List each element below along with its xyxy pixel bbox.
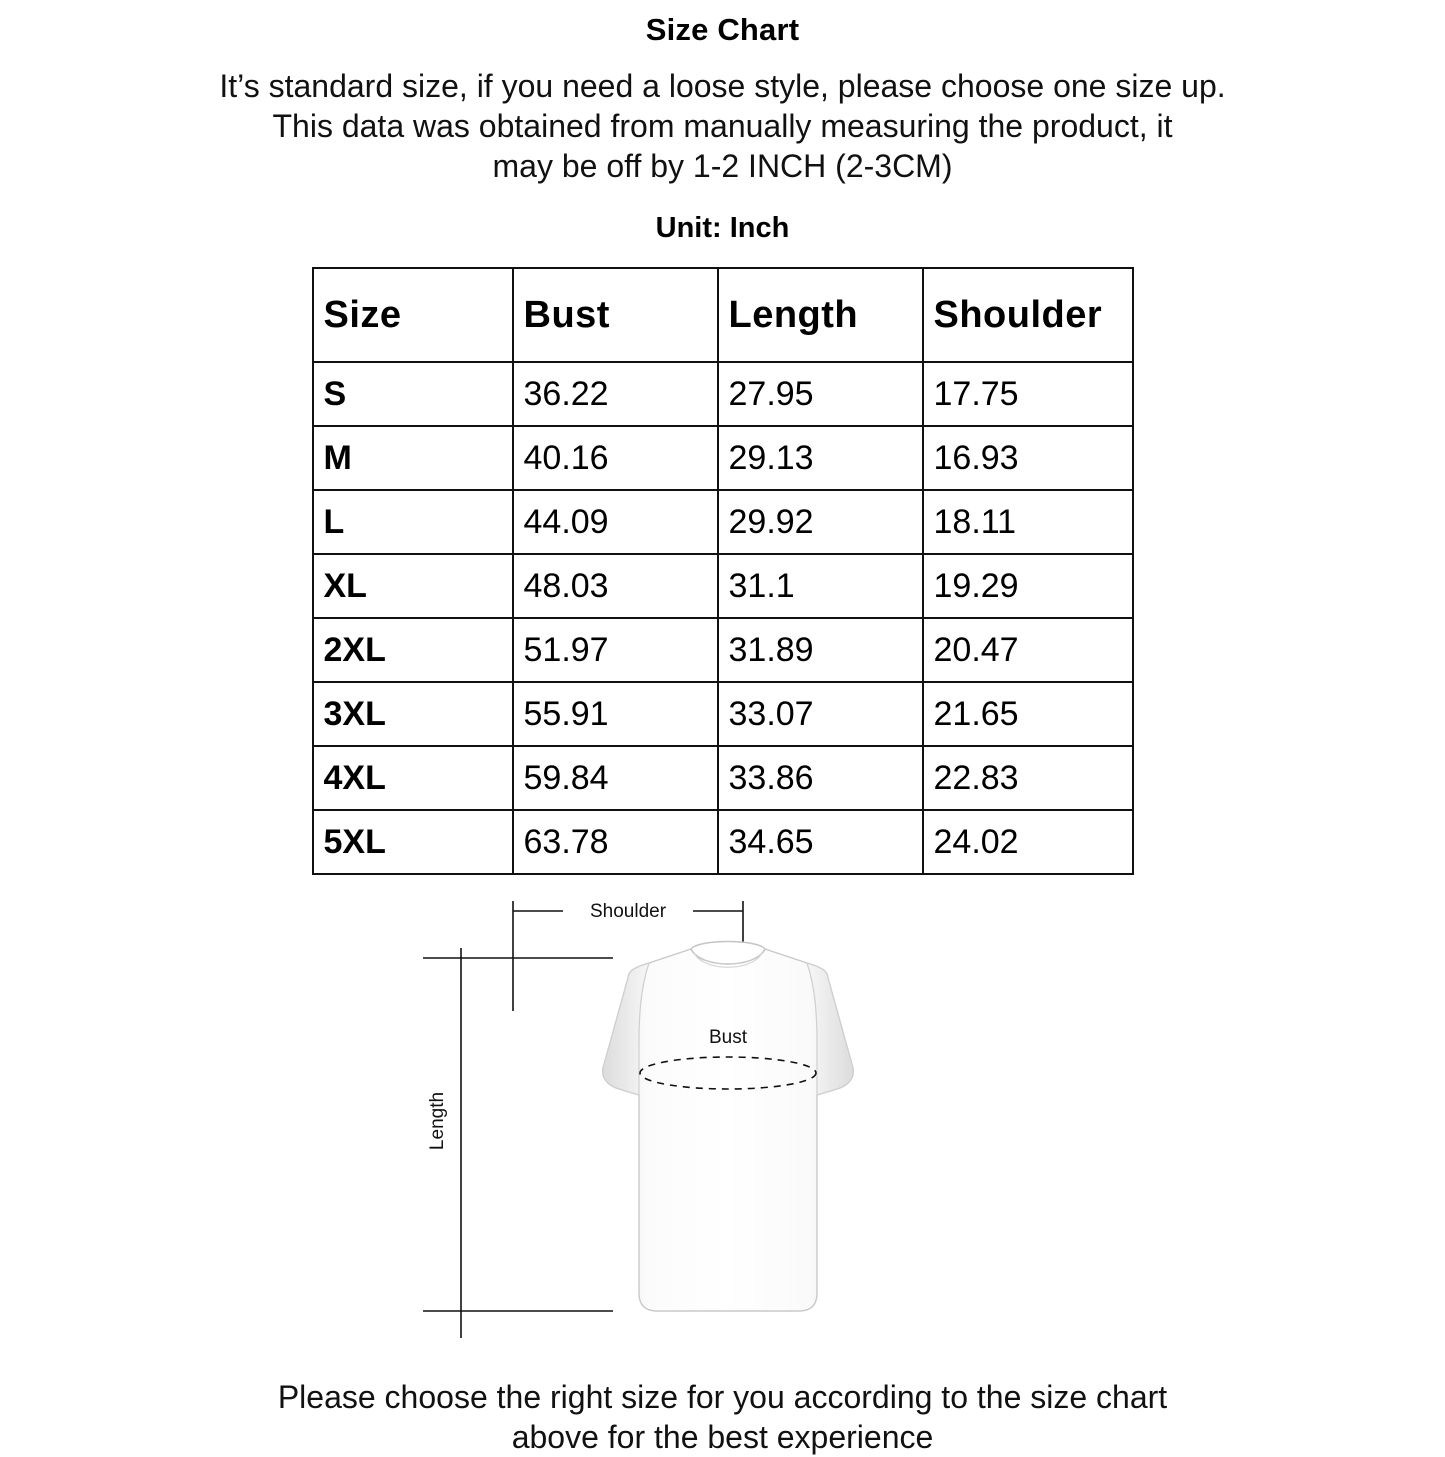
cell-length: 29.92 bbox=[718, 490, 923, 554]
cell-shoulder: 22.83 bbox=[923, 746, 1133, 810]
intro-line-2: This data was obtained from manually measuring the product, it bbox=[272, 108, 1173, 144]
intro-line-3: may be off by 1-2 INCH (2-3CM) bbox=[492, 148, 953, 184]
table-row bbox=[313, 554, 1133, 618]
cell-length: 34.65 bbox=[718, 810, 923, 874]
cell-length: 31.1 bbox=[718, 554, 923, 618]
column-header-size: Size bbox=[313, 268, 513, 362]
cell-shoulder: 20.47 bbox=[923, 618, 1133, 682]
cell-bust: 40.16 bbox=[513, 426, 718, 490]
cell-bust: 59.84 bbox=[513, 746, 718, 810]
cell-bust: 55.91 bbox=[513, 682, 718, 746]
size-table bbox=[312, 267, 1134, 875]
cell-length: 29.13 bbox=[718, 426, 923, 490]
table-row bbox=[313, 490, 1133, 554]
shoulder-label: Shoulder bbox=[589, 901, 666, 922]
cell-size: S bbox=[313, 362, 513, 426]
unit-label: Unit: Inch bbox=[655, 212, 790, 244]
tshirt-diagram-svg bbox=[413, 893, 1033, 1363]
cell-size: 3XL bbox=[313, 682, 513, 746]
cell-size: 4XL bbox=[313, 746, 513, 810]
length-label: Length bbox=[426, 1091, 448, 1151]
table-row bbox=[313, 362, 1133, 426]
table-row bbox=[313, 810, 1133, 874]
tshirt-illustration bbox=[602, 942, 853, 1312]
cell-length: 31.89 bbox=[718, 618, 923, 682]
measurement-diagram bbox=[0, 893, 1445, 1363]
footer-text bbox=[0, 1377, 1445, 1457]
cell-size: M bbox=[313, 426, 513, 490]
cell-size: 5XL bbox=[313, 810, 513, 874]
size-chart-page bbox=[0, 12, 1445, 1457]
table-row bbox=[313, 746, 1133, 810]
table-row bbox=[313, 618, 1133, 682]
cell-bust: 48.03 bbox=[513, 554, 718, 618]
page-title: Size Chart bbox=[645, 12, 800, 47]
cell-shoulder: 16.93 bbox=[923, 426, 1133, 490]
intro-text bbox=[0, 66, 1445, 186]
table-header-row bbox=[313, 268, 1133, 362]
size-table-wrap bbox=[0, 267, 1445, 875]
cell-length: 33.07 bbox=[718, 682, 923, 746]
cell-size: 2XL bbox=[313, 618, 513, 682]
cell-bust: 44.09 bbox=[513, 490, 718, 554]
column-header-bust: Bust bbox=[513, 268, 718, 362]
cell-length: 33.86 bbox=[718, 746, 923, 810]
footer-line-2: above for the best experience bbox=[511, 1419, 934, 1455]
cell-bust: 51.97 bbox=[513, 618, 718, 682]
length-measure-guide bbox=[425, 948, 461, 1338]
cell-shoulder: 19.29 bbox=[923, 554, 1133, 618]
bust-label: Bust bbox=[708, 1027, 747, 1048]
cell-shoulder: 17.75 bbox=[923, 362, 1133, 426]
footer-line-1: Please choose the right size for you according to the size chart bbox=[277, 1379, 1168, 1415]
column-header-length: Length bbox=[718, 268, 923, 362]
table-row bbox=[313, 682, 1133, 746]
column-header-shoulder: Shoulder bbox=[923, 268, 1133, 362]
cell-shoulder: 24.02 bbox=[923, 810, 1133, 874]
table-row bbox=[313, 426, 1133, 490]
cell-length: 27.95 bbox=[718, 362, 923, 426]
cell-bust: 36.22 bbox=[513, 362, 718, 426]
cell-shoulder: 21.65 bbox=[923, 682, 1133, 746]
cell-shoulder: 18.11 bbox=[923, 490, 1133, 554]
cell-size: L bbox=[313, 490, 513, 554]
cell-size: XL bbox=[313, 554, 513, 618]
intro-line-1: It’s standard size, if you need a loose style, please choose one size up. bbox=[219, 68, 1226, 104]
cell-bust: 63.78 bbox=[513, 810, 718, 874]
